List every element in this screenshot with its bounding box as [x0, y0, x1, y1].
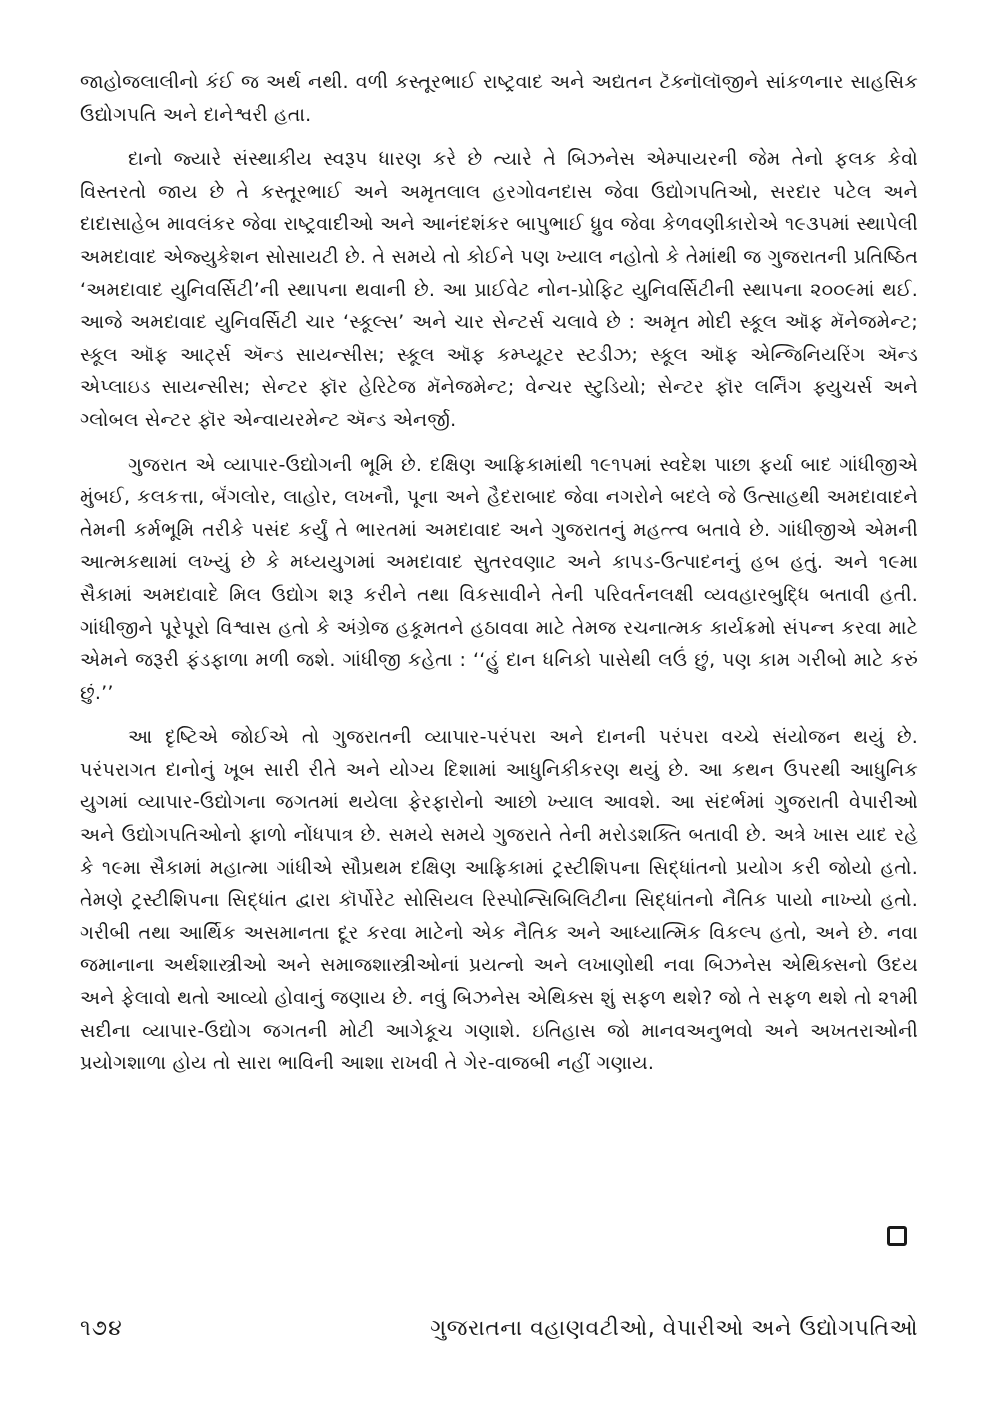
running-title: ગુજરાતના વહાણવટીઓ, વેપારીઓ અને ઉદ્યોગપતિઓ — [430, 1316, 918, 1341]
end-of-section-square-icon — [887, 1226, 907, 1246]
page-body — [80, 66, 918, 1092]
paragraph-trusteeship: આ દૃષ્ટિએ જોઈએ તો ગુજરાતની વ્યાપાર-પરંપરા અને દાનની પરંપરા વચ્ચે સંયોજન થયું છે. પરંપરાગત દાનોનું ખૂબ સારી રીતે અને યોગ્ય દિશામાં આધુનિકીકરણ થયું છે. આ કથન ઉપરથી આધુનિક યુગમાં વ્યાપાર-ઉદ્યોગના જગતમાં થયેલા ફેરફારોનો આછો ખ્યાલ આવશે. આ સંદર્ભમાં ગુજરાતી વેપારીઓ અને ઉદ્યોગપતિઓનો ફાળો નોંધપાત્ર છે. સમયે સમયે ગુજરાતે તેની મરોડશક્તિ બતાવી છે. અત્રે ખાસ યાદ રહે કે ૧૯મા સૈકામાં મહાત્મા ગાંધીએ સૌપ્રથમ દક્ષિણ આફ્રિકામાં ટ્રસ્ટીશિપના સિદ્ધાંતનો પ્રયોગ કરી જોયો હતો. તેમણે ટ્રસ્ટીશિપના સિદ્ધાંત દ્વારા કૉર્પોરેટ સોસિયલ રિસ્પોન્સિબિલિટીના સિદ્ધાંતનો નૈતિક પાયો નાખ્યો હતો. ગરીબી તથા આર્થિક અસમાનતા દૂર કરવા માટેનો એક નૈતિક અને આધ્યાત્મિક વિકલ્પ હતો, અને છે. નવા જમાનાના અર્થશાસ્ત્રીઓ અને સમાજશાસ્ત્રીઓનાં પ્રયત્નો અને લખાણોથી નવા બિઝનેસ એથિક્સનો ઉદય અને ફેલાવો થતો આવ્યો હોવાનું જણાય છે. નવું બિઝનેસ એથિક્સ શું સફળ થશે? જો તે સફળ થશે તો ૨૧મી સદીના વ્યાપાર-ઉદ્યોગ જગતની મોટી આગેકૂચ ગણાશે. ઇતિહાસ જો માનવઅનુભવો અને અખતરાઓની પ્રયોગશાળા હોય તો સારા ભાવિની આશા રાખવી તે ગેર-વાજબી નહીં ગણાય. — [80, 726, 918, 1075]
paragraph-education-society: દાનો જ્યારે સંસ્થાકીય સ્વરૂપ ધારણ કરે છે ત્યારે તે બિઝનેસ એમ્પાયરની જેમ તેનો ફલક કેવો વિસ્તરતો જાય છે તે કસ્તૂરભાઈ અને અમૃતલાલ હરગોવનદાસ જેવા ઉદ્યોગપતિઓ, સરદાર પટેલ અને દાદાસાહેબ માવલંકર જેવા રાષ્ટ્રવાદીઓ અને આનંદશંકર બાપુભાઈ ધ્રુવ જેવા કેળવણીકારોએ ૧૯૩૫માં સ્થાપેલી અમદાવાદ એજ્યુકેશન સોસાયટી છે. તે સમયે તો કોઈને પણ ખ્યાલ નહોતો કે તેમાંથી જ ગુજરાતની પ્રતિષ્ઠિત ‘અમદાવાદ યુનિવર્સિટી’ની સ્થાપના થવાની છે. આ પ્રાઈવેટ નોન-પ્રોફિટ યુનિવર્સિટીની સ્થાપના ૨૦૦૯માં થઈ. આજે અમદાવાદ યુનિવર્સિટી ચાર ‘સ્કૂલ્સ’ અને ચાર સેન્ટર્સ ચલાવે છે : અમૃત મોદી સ્કૂલ ઑફ મૅનેજમેન્ટ; સ્કૂલ ઑફ આર્ટ્સ ઍન્ડ સાયન્સીસ; સ્કૂલ ઑફ કમ્પ્યૂટર સ્ટડીઝ; સ્કૂલ ઑફ એન્જિનિયરિંગ ઍન્ડ એપ્લાઇડ સાયન્સીસ; સેન્ટર ફૉર હેરિટેજ મૅનેજમેન્ટ; વેન્ચર સ્ટુડિયો; સેન્ટર ફૉર લર્નિંગ ફ્યુચર્સ અને ગ્લોબલ સેન્ટર ફૉર એન્વાયરમેન્ટ ઍન્ડ એનર્જી. — [80, 148, 918, 431]
page-footer — [80, 1316, 918, 1352]
paragraph-gujarat-trade: ગુજરાત એ વ્યાપાર-ઉદ્યોગની ભૂમિ છે. દક્ષિણ આફ્રિકામાંથી ૧૯૧૫માં સ્વદેશ પાછા ફર્યા બાદ ગાંધીજીએ મુંબઈ, કલકત્તા, બૅંગલોર, લાહોર, લખનૌ, પૂના અને હૈદરાબાદ જેવા નગરોને બદલે જે ઉત્સાહથી અમદાવાદને તેમની કર્મભૂમિ તરીકે પસંદ કર્યું તે ભારતમાં અમદાવાદ અને ગુજરાતનું મહત્ત્વ બતાવે છે. ગાંધીજીએ એમની આત્મકથામાં લખ્યું છે કે મધ્યયુગમાં અમદાવાદ સુતરવણાટ અને કાપડ-ઉત્પાદનનું હબ હતું. અને ૧૯મા સૈકામાં અમદાવાદે મિલ ઉદ્યોગ શરૂ કરીને તથા વિકસાવીને તેની પરિવર્તનલક્ષી વ્યવહારબુદ્ધિ બતાવી હતી. ગાંધીજીને પૂરેપૂરો વિશ્વાસ હતો કે અંગ્રેજ હકૂમતને હઠાવવા માટે તેમજ રચનાત્મક કાર્યક્રમો સંપન્ન કરવા માટે એમને જરૂરી ફંડફાળા મળી જશે. ગાંધીજી કહેતા : ‘‘હું દાન ધનિકો પાસેથી લઉં છું, પણ કામ ગરીબો માટે કરું છું.’’ — [80, 453, 918, 704]
page-number: ૧૭૪ — [80, 1316, 123, 1341]
paragraph-continuation: જાહોજલાલીનો કંઈ જ અર્થ નથી. વળી કસ્તૂરભાઈ રાષ્ટ્રવાદ અને અદ્યતન ટૅક્નૉલૉજીને સાંકળનાર સાહસિક ઉદ્યોગપતિ અને દાનેશ્વરી હતા. — [80, 71, 918, 126]
